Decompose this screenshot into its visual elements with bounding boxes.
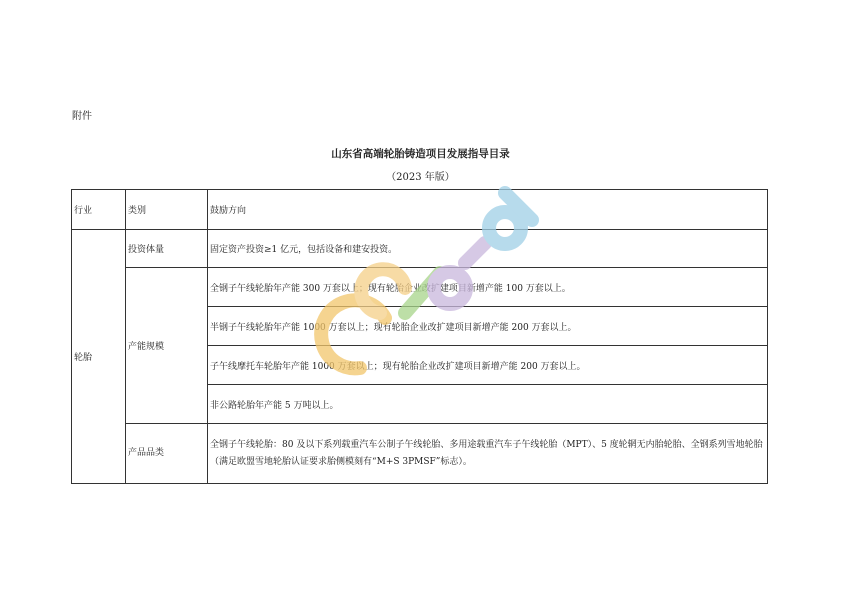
direction-cell: 全钢子午线轮胎年产能 300 万套以上；现有轮胎企业改扩建项目新增产能 100 万套以上。 (208, 268, 768, 307)
industry-cell: 轮胎 (72, 230, 126, 484)
attachment-label: 附件 (72, 111, 92, 122)
column-header-category: 类别 (126, 190, 208, 230)
category-cell: 产品品类 (126, 424, 208, 484)
table-row (72, 230, 768, 268)
category-cell: 投资体量 (126, 230, 208, 268)
column-header-industry: 行业 (72, 190, 126, 230)
table-row (72, 424, 768, 484)
direction-cell: 固定资产投资≥1 亿元，包括设备和建安投资。 (208, 230, 768, 268)
direction-cell: 非公路轮胎年产能 5 万吨以上。 (208, 385, 768, 424)
column-header-direction: 鼓励方向 (208, 190, 768, 230)
category-cell: 产能规模 (126, 268, 208, 424)
direction-cell: 半钢子午线轮胎年产能 1000 万套以上；现有轮胎企业改扩建项目新增产能 200 万套以上。 (208, 307, 768, 346)
table-header-row (72, 190, 768, 230)
document-title: 山东省高端轮胎铸造项目发展指导目录 (331, 148, 510, 160)
direction-cell: 子午线摩托车轮胎年产能 1000 万套以上；现有轮胎企业改扩建项目新增产能 200 万套以上。 (208, 346, 768, 385)
edition-label: （2023 年版） (386, 172, 455, 183)
direction-cell: 全钢子午线轮胎：80 及以下系列载重汽车公制子午线轮胎、多用途载重汽车子午线轮胎（MPT）、5 度轮辋无内胎轮胎、全钢系列雪地轮胎（满足欧盟雪地轮胎认证要求胎侧模刻有“M+S 3PMSF”标志）。 (208, 424, 768, 484)
catalog-table (71, 189, 768, 484)
table-row (72, 268, 768, 307)
